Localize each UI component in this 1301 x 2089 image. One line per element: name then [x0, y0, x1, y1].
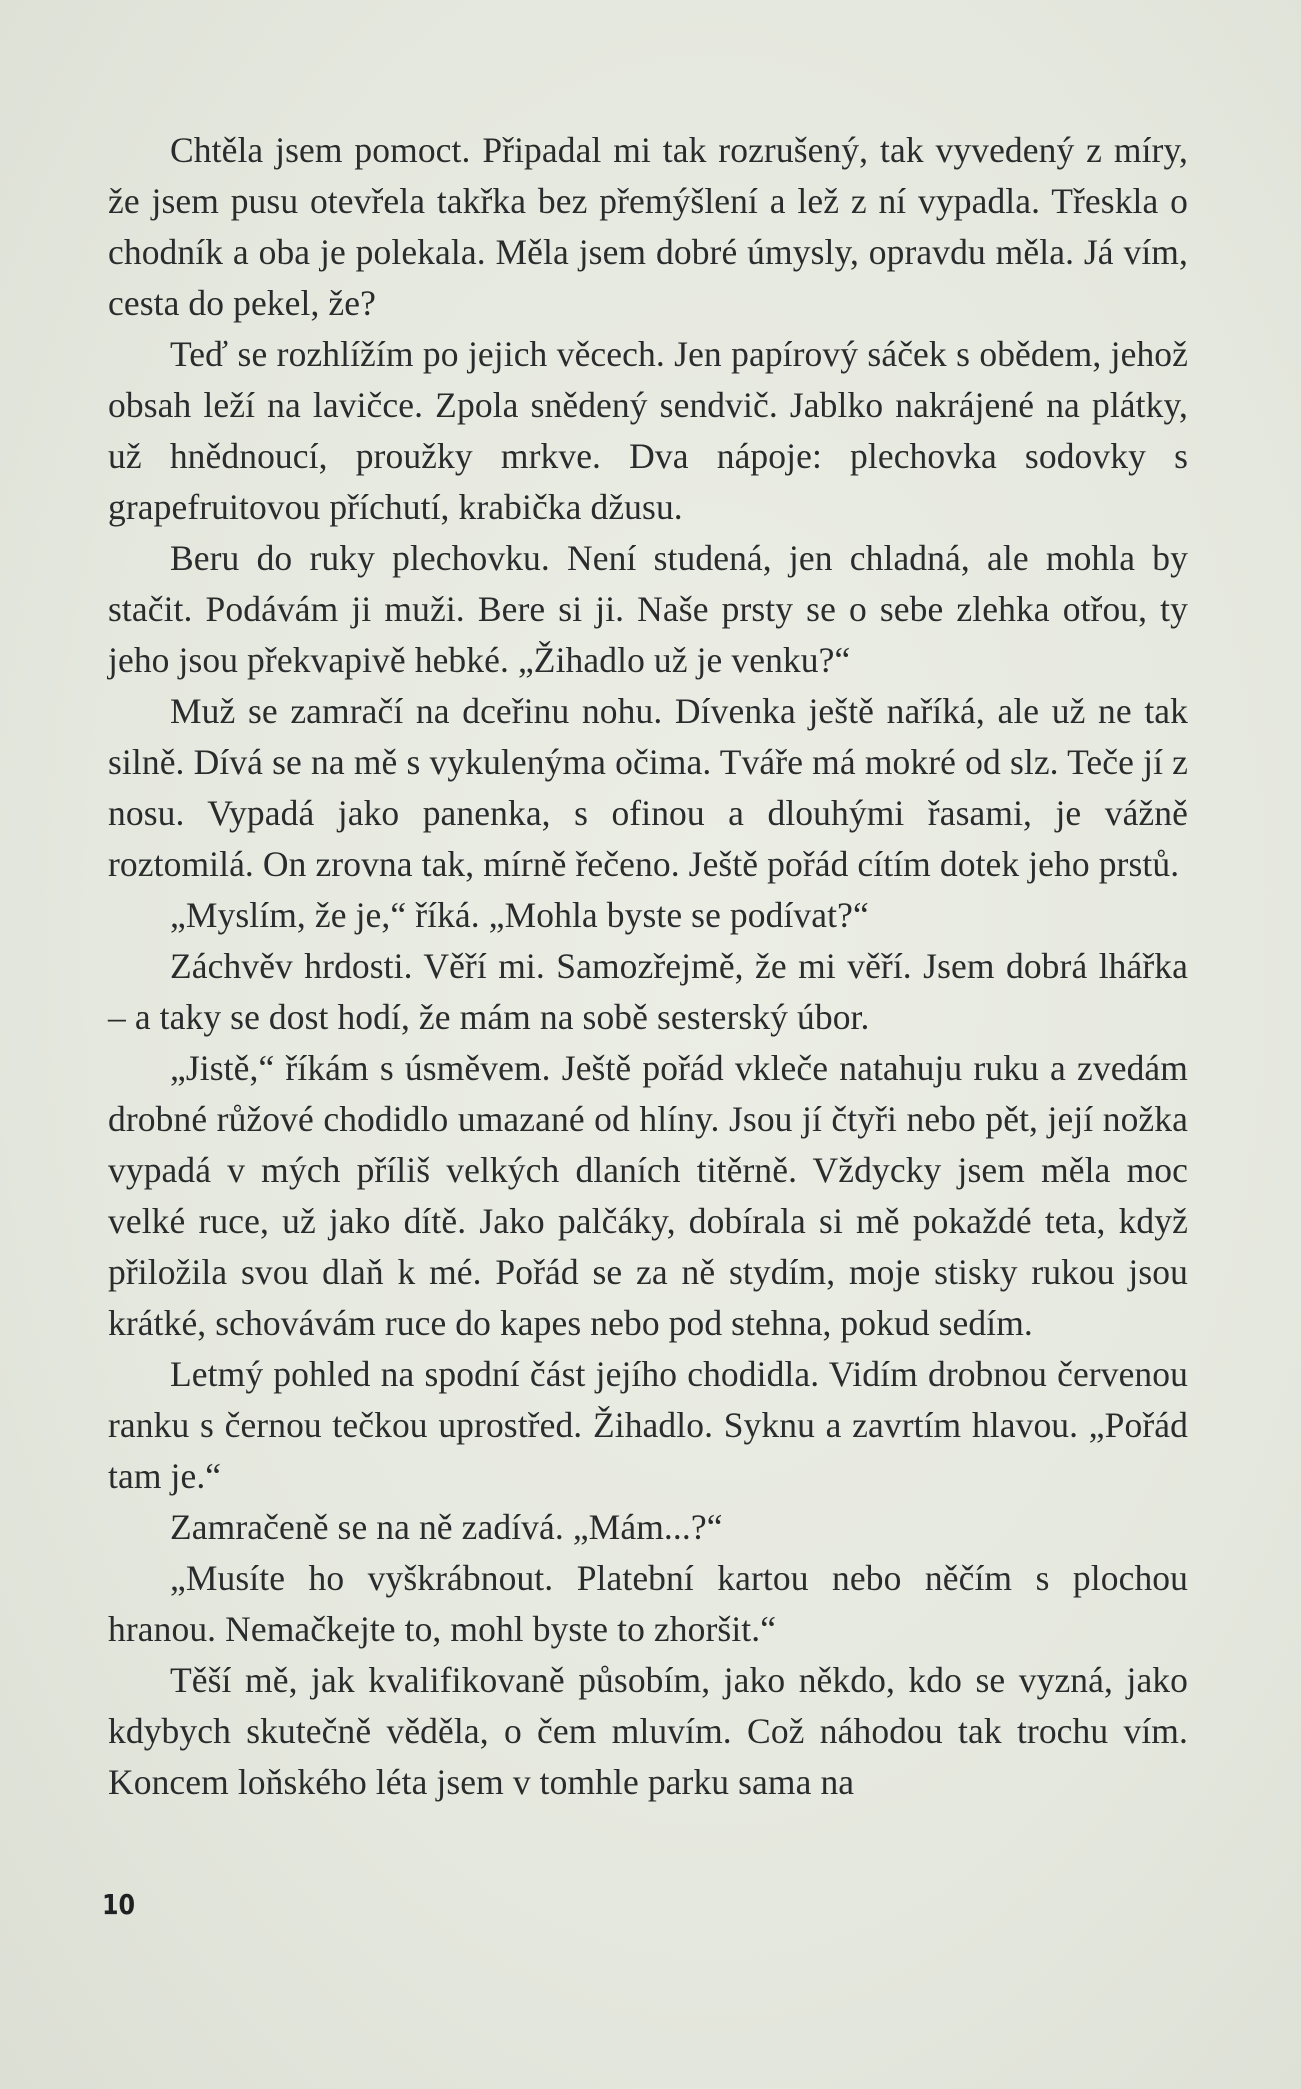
- paragraph: Zamračeně se na ně zadívá. „Mám...?“: [170, 1507, 723, 1547]
- paragraph: Teď se rozhlížím po jejich věcech. Jen papírový sáček s obědem, jehož obsah leží na lavičce. Zpola snědený sendvič. Jablko nakrájené na plátky, už hnědnoucí, proužky mrkve. Dva nápoje: plechovka sodovky s grapefruitovou příchutí, krabička džusu.: [108, 334, 1188, 527]
- body-text: [108, 125, 1188, 1808]
- paragraph: „Jistě,“ říkám s úsměvem. Ještě pořád vkleče natahuju ruku a zvedám drobné růžové chodidlo umazané od hlíny. Jsou jí čtyři nebo pět, její nožka vypadá v mých příliš velkých dlaních titěrně. Vždycky jsem měla moc velké ruce, už jako dítě. Jako palčáky, dobírala si mě pokaždé teta, když přiložila svou dlaň k mé. Pořád se za ně stydím, moje stisky rukou jsou krátké, schovávám ruce do kapes nebo pod stehna, pokud sedím.: [108, 1048, 1188, 1343]
- paragraph: Beru do ruky plechovku. Není studená, jen chladná, ale mohla by stačit. Podávám ji muži. Bere si ji. Naše prsty se o sebe zlehka otřou, ty jeho jsou překvapivě hebké. „Žihadlo už je venku?“: [108, 538, 1188, 680]
- paragraph: Těší mě, jak kvalifikovaně působím, jako někdo, kdo se vyzná, jako kdybych skutečně věděla, o čem mluvím. Což náhodou tak trochu vím. Koncem loňského léta jsem v tomhle parku sama na: [108, 1660, 1188, 1802]
- paragraph: Záchvěv hrdosti. Věří mi. Samozřejmě, že mi věří. Jsem dobrá lhářka – a taky se dost hodí, že mám na sobě sesterský úbor.: [108, 946, 1188, 1037]
- paragraph: „Myslím, že je,“ říká. „Mohla byste se podívat?“: [170, 895, 869, 935]
- paragraph: Letmý pohled na spodní část jejího chodidla. Vidím drobnou červenou ranku s černou tečkou uprostřed. Žihadlo. Syknu a zavrtím hlavou. „Pořád tam je.“: [108, 1354, 1188, 1496]
- page-number: 10: [102, 1888, 136, 1921]
- paragraph: Muž se zamračí na dceřinu nohu. Dívenka ještě naříká, ale už ne tak silně. Dívá se na mě s vykulenýma očima. Tváře má mokré od slz. Teče jí z nosu. Vypadá jako panenka, s ofinou a dlouhými řasami, je vážně roztomilá. On zrovna tak, mírně řečeno. Ještě pořád cítím dotek jeho prstů.: [108, 691, 1188, 884]
- paragraph: „Musíte ho vyškrábnout. Platební kartou nebo něčím s plochou hranou. Nemačkejte to, mohl byste to zhoršit.“: [108, 1558, 1188, 1649]
- paragraph: Chtěla jsem pomoct. Připadal mi tak rozrušený, tak vyvedený z míry, že jsem pusu otevřela takřka bez přemýšlení a lež z ní vypadla. Třeskla o chodník a oba je polekala. Měla jsem dobré úmysly, opravdu měla. Já vím, cesta do pekel, že?: [108, 130, 1188, 323]
